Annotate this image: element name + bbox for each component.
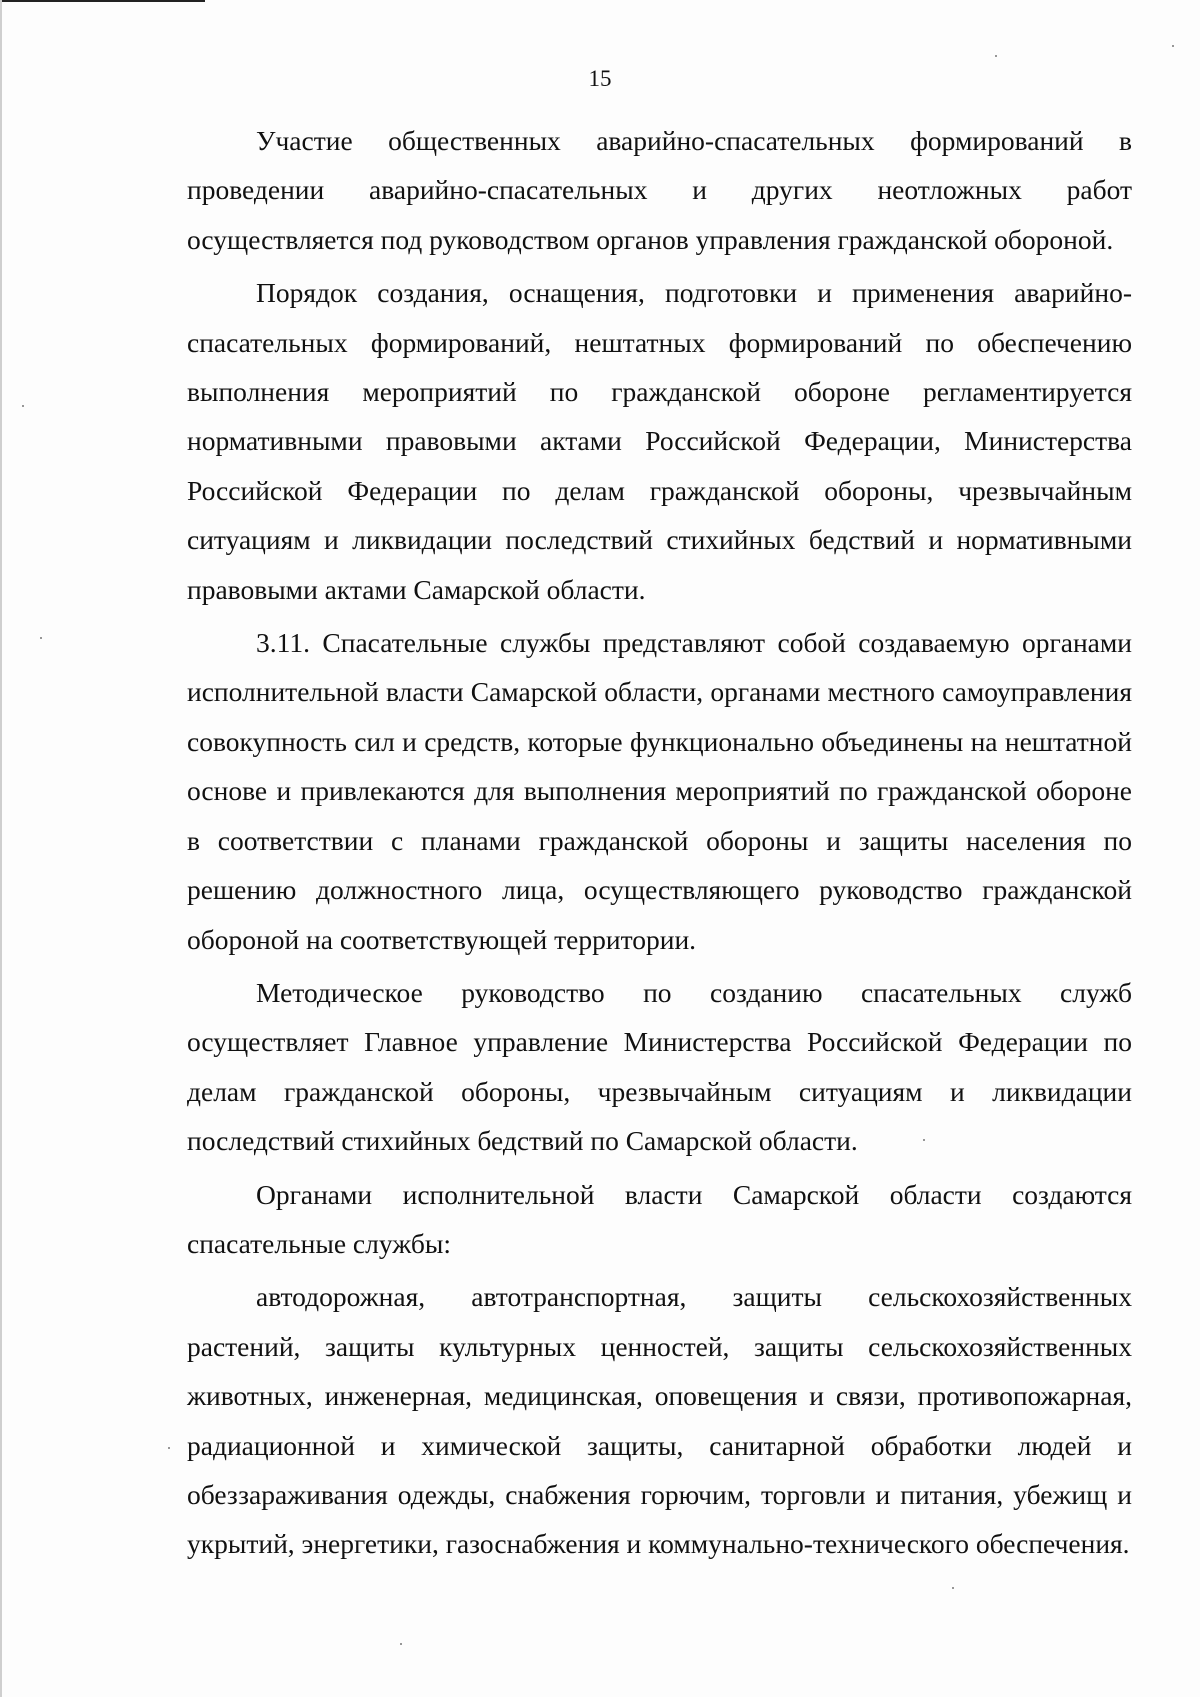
scan-speck xyxy=(1172,45,1174,47)
paragraph-1: Участие общественных аварийно-спасательных формирований в проведении аварийно-спасательных и других неотложных работ осуществляется под руководством органов управления гражданской обороной. xyxy=(187,125,1132,255)
paragraph-2: Порядок создания, оснащения, подготовки и применения аварийно-спасательных формирований, нештатных формирований по обеспечению выполнения мероприятий по гражданской обороне регламентируется нормативными правовыми актами Российской Федерации, Министерства Российской Федерации по делам гражданской обороны, чрезвычайным ситуациям и ликвидации последствий стихийных бедствий и нормативными правовыми актами Самарской области. xyxy=(187,277,1132,605)
paragraph-5: Органами исполнительной власти Самарской области создаются спасательные службы: xyxy=(187,1178,1132,1259)
scan-speck xyxy=(952,1587,954,1589)
paragraph-6: автодорожная, автотранспортная, защиты сельскохозяйственных растений, защиты культурных ценностей, защиты сельскохозяйственных животных, инженерная, медицинская, оповещения и связи, противопожарная, радиационной и химической защиты, санитарной обработки людей и обеззараживания одежды, снабжения горючим, торговли и питания, убежищ и укрытий, энергетики, газоснабжения и коммунально-технического обеспечения. xyxy=(187,1281,1132,1560)
paragraph-4: Методическое руководство по созданию спасательных служб осуществляет Главное управление Министерства Российской Федерации по делам гражданской обороны, чрезвычайным ситуациям и ликвидации последствий стихийных бедствий по Самарской области. xyxy=(187,976,1132,1157)
body-text xyxy=(187,116,1132,1569)
scan-edge-left xyxy=(0,0,2,1697)
scan-speck xyxy=(40,637,42,639)
scan-speck xyxy=(995,55,997,57)
scan-speck xyxy=(22,405,24,407)
scan-speck xyxy=(400,1643,402,1645)
scan-speck xyxy=(923,1139,925,1141)
paragraph-3: 3.11. Спасательные службы представляют собой создаваемую органами исполнительной власти Самарской области, органами местного самоуправления совокупность сил и средств, которые функционально объединены на нештатной основе и привлекаются для выполнения мероприятий по гражданской обороне в соответствии с планами гражданской обороны и защиты населения по решению должностного лица, осуществляющего руководство гражданской обороной на соответствующей территории. xyxy=(187,627,1132,955)
scan-speck xyxy=(168,1447,170,1449)
scan-edge-top xyxy=(0,0,205,2)
page-number: 15 xyxy=(588,66,612,91)
